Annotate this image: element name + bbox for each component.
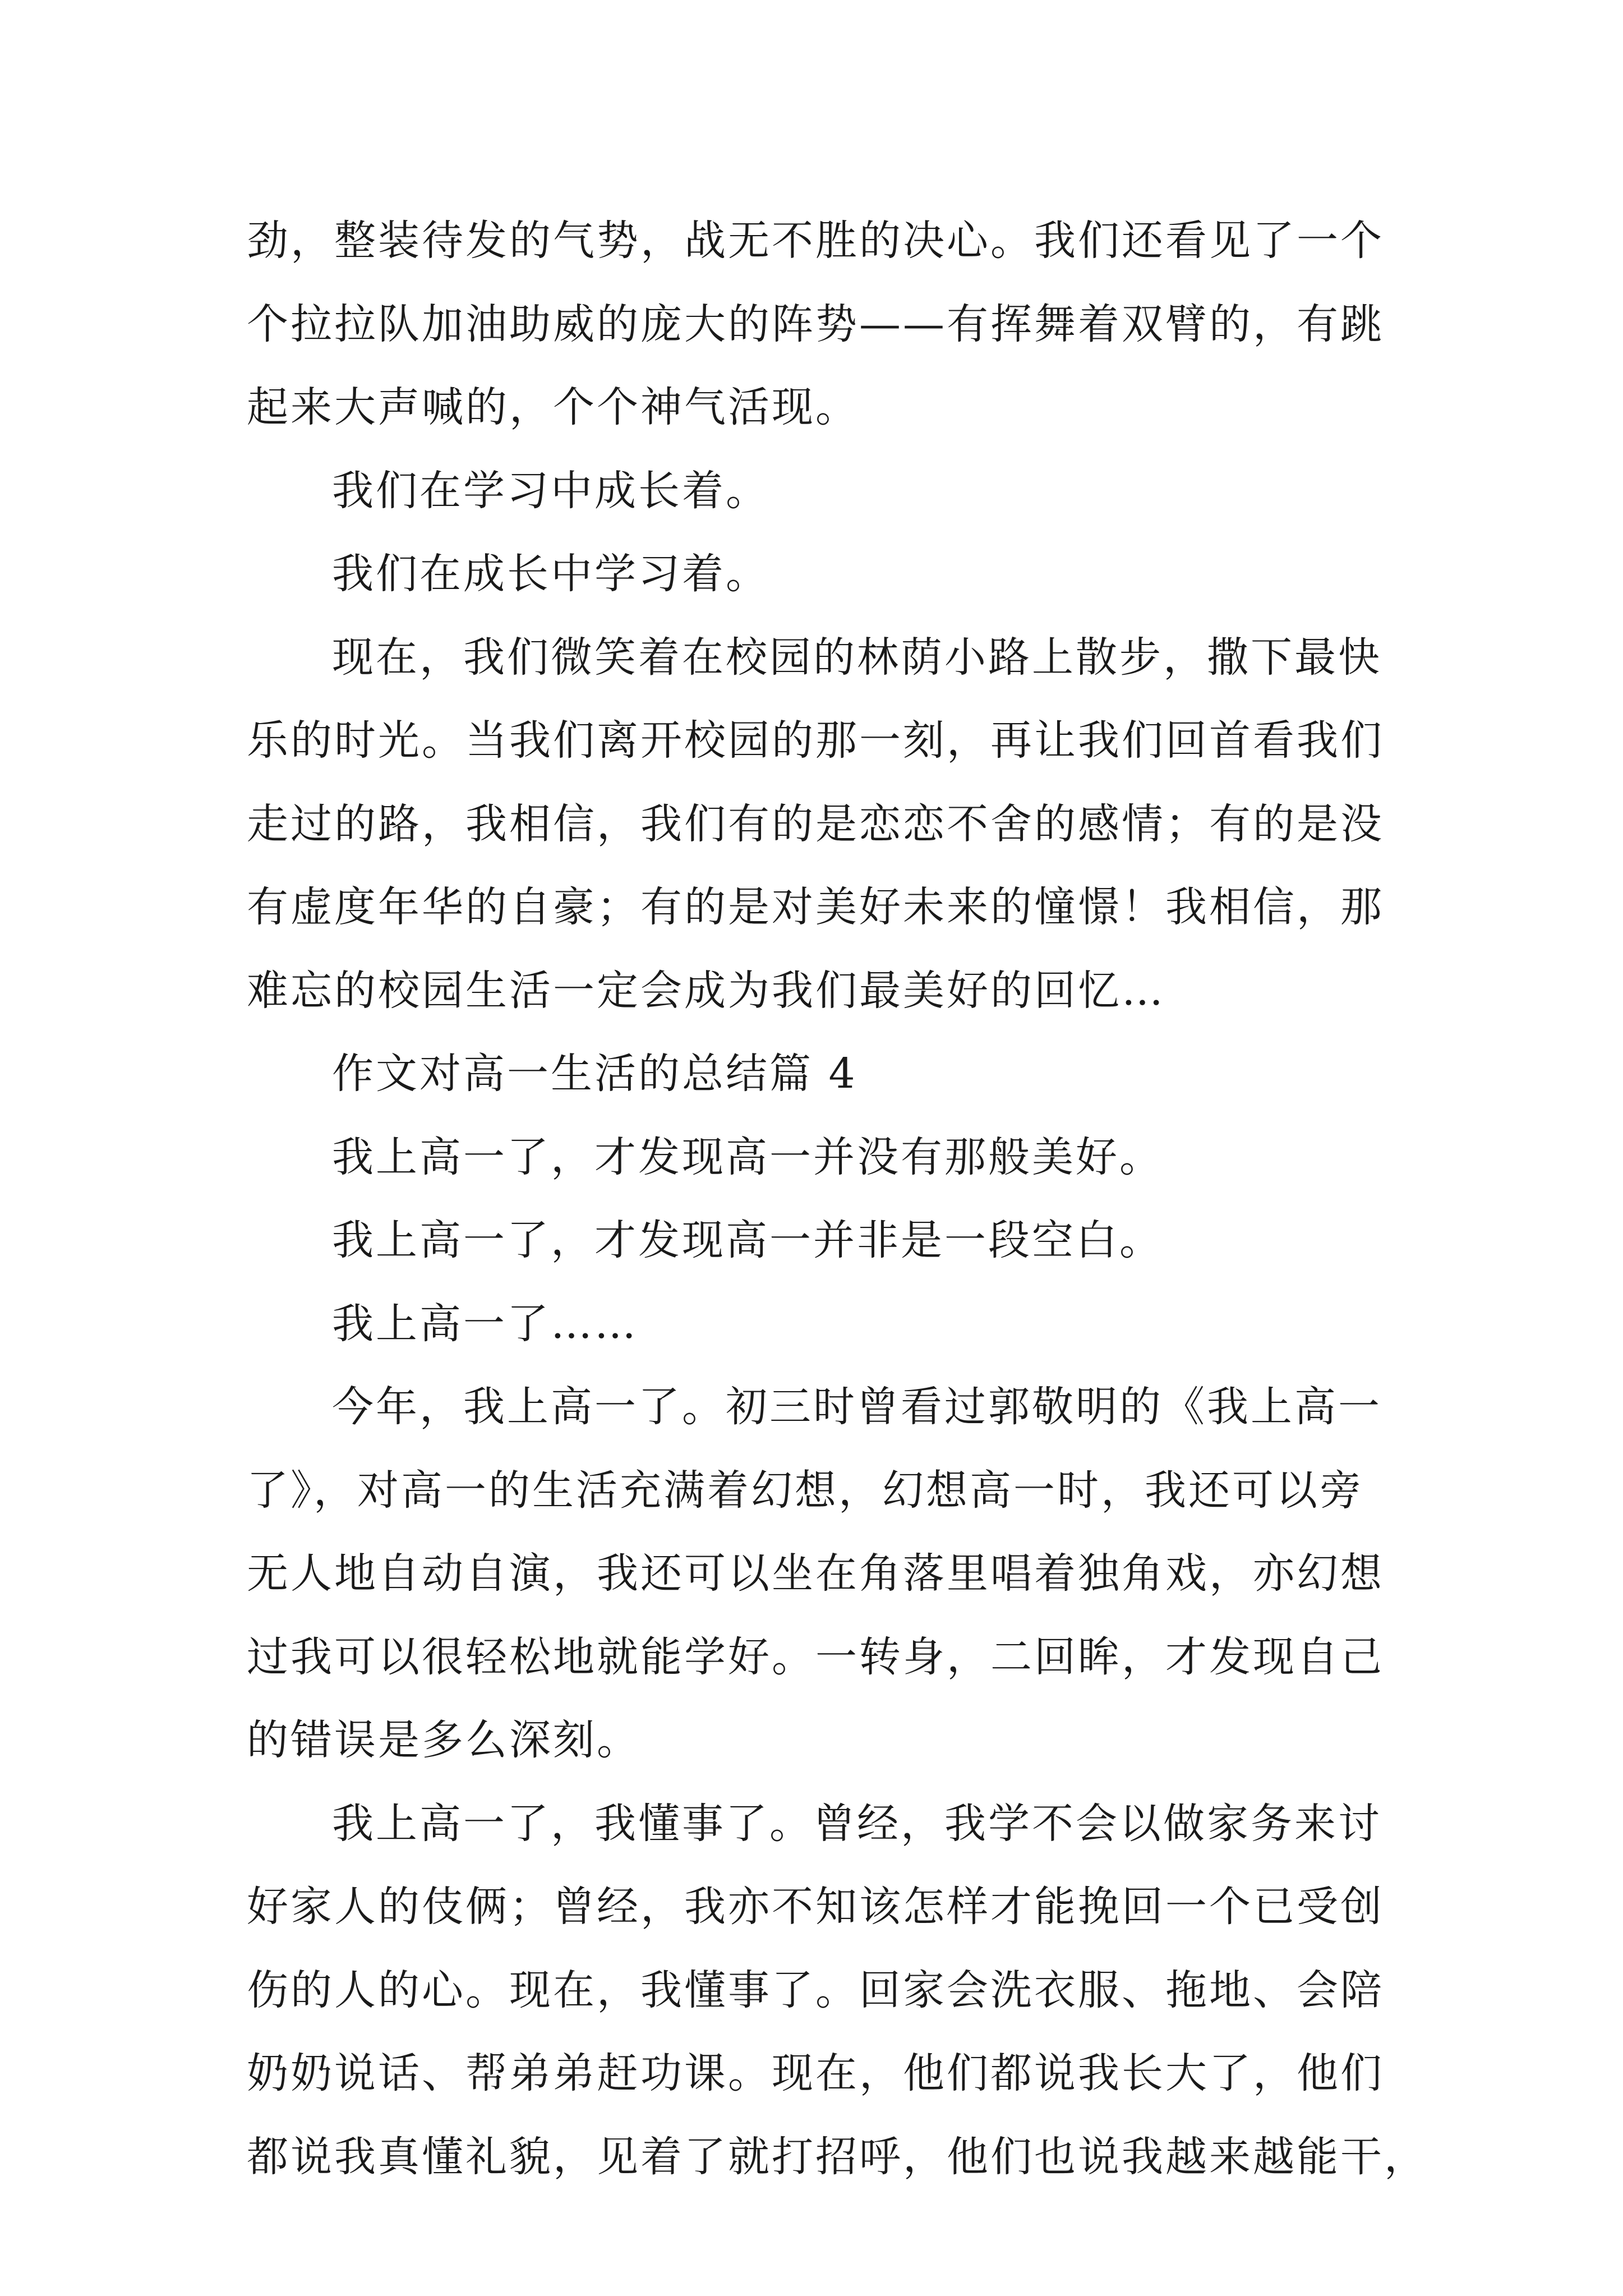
text-line: 现在，我们微笑着在校园的林荫小路上散步，撒下最快	[332, 633, 1382, 682]
text-line: 过我可以很轻松地就能学好。一转身，二回眸，才发现自己	[247, 1632, 1384, 1681]
text-line: 个拉拉队加油助威的庞大的阵势——有挥舞着双臂的，有跳	[247, 300, 1384, 348]
text-line: 的错误是多么深刻。	[247, 1716, 640, 1764]
text-line: 难忘的校园生活一定会成为我们最美好的回忆…	[247, 966, 1165, 1015]
document-body	[247, 199, 1428, 2198]
text-line: 奶奶说话、帮弟弟赶功课。现在，他们都说我长大了，他们	[247, 2049, 1384, 2097]
text-line: 我们在成长中学习着。	[332, 550, 769, 598]
text-line: 我上高一了……	[332, 1299, 638, 1348]
text-line: 都说我真懂礼貌，见着了就打招呼，他们也说我越来越能干，	[247, 2132, 1428, 2181]
text-line: 了》，对高一的生活充满着幻想，幻想高一时，我还可以旁	[247, 1466, 1363, 1515]
text-line: 乐的时光。当我们离开校园的那一刻，再让我们回首看我们	[247, 716, 1384, 765]
text-line: 起来大声喊的，个个神气活现。	[247, 383, 859, 431]
text-line: 劲，整装待发的气势，战无不胜的决心。我们还看见了一个	[247, 217, 1384, 265]
text-line: 好家人的伎俩；曾经，我亦不知该怎样才能挽回一个已受创	[247, 1883, 1384, 1931]
text-line: 作文对高一生活的总结篇 4	[332, 1050, 857, 1098]
text-line: 我上高一了，才发现高一并没有那般美好。	[332, 1133, 1163, 1181]
text-line: 伤的人的心。现在，我懂事了。回家会洗衣服、拖地、会陪	[247, 1966, 1384, 2014]
text-line: 我上高一了，才发现高一并非是一段空白。	[332, 1216, 1163, 1264]
text-line: 我上高一了，我懂事了。曾经，我学不会以做家务来讨	[332, 1799, 1382, 1848]
text-line: 无人地自动自演，我还可以坐在角落里唱着独角戏，亦幻想	[247, 1549, 1384, 1598]
text-line: 今年，我上高一了。初三时曾看过郭敬明的《我上高一	[332, 1383, 1382, 1431]
text-line: 我们在学习中成长着。	[332, 466, 769, 515]
text-line: 走过的路，我相信，我们有的是恋恋不舍的感情；有的是没	[247, 799, 1384, 848]
text-line: 有虚度年华的自豪；有的是对美好未来的憧憬！我相信，那	[247, 883, 1384, 931]
